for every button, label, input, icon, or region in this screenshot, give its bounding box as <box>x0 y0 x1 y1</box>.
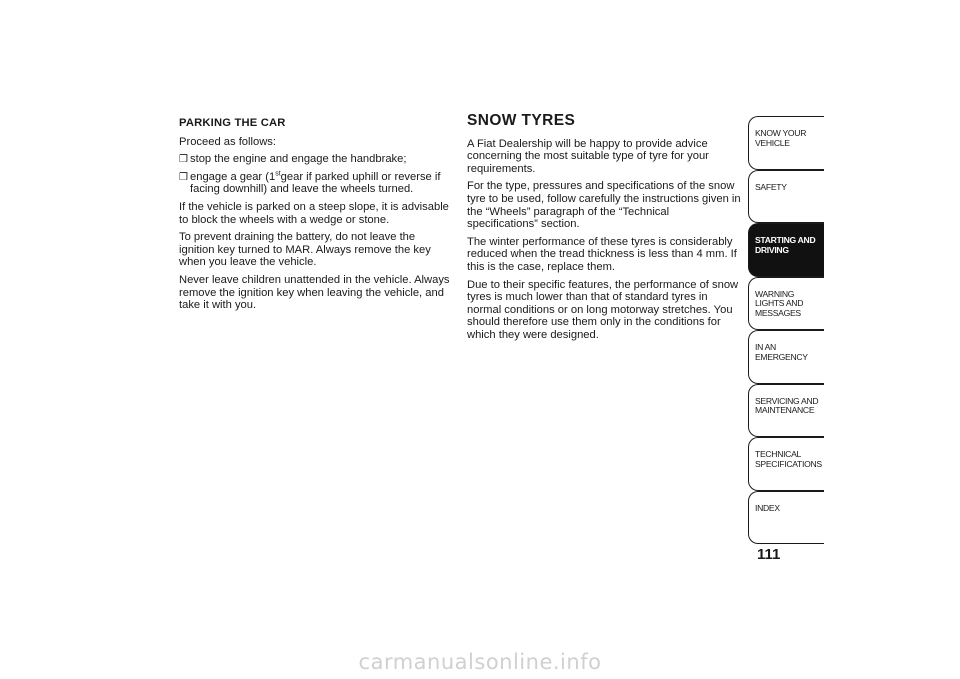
chapter-tabs <box>748 116 824 544</box>
list-item <box>179 153 451 166</box>
watermark: carmanualsonline.info <box>358 650 602 674</box>
paragraph: Due to their specific features, the performance of snow tyres is much lower than that of standard tyres in normal conditions or on long motorway stretches. You should therefore use them only in the conditions for which they were designed. <box>467 278 739 341</box>
section-heading: SNOW TYRES <box>467 112 576 129</box>
tab-technical-specifications[interactable]: TECHNICAL SPECIFICATIONS <box>748 437 824 491</box>
list-item-text: stop the engine and engage the handbrake; <box>190 153 407 166</box>
tab-in-an-emergency[interactable]: IN AN EMERGENCY <box>748 330 824 384</box>
checkbox-bullet-icon: ❒ <box>179 154 188 166</box>
tab-know-your-vehicle[interactable]: KNOW YOUR VEHICLE <box>748 116 824 170</box>
paragraph: To prevent draining the battery, do not leave the ignition key turned to MAR. Always remove the key when you leave the vehicle. <box>179 231 431 269</box>
page-number: 111 <box>757 546 781 563</box>
section-subheading: PARKING THE CAR <box>179 117 286 129</box>
paragraph: If the vehicle is parked on a steep slope, it is advisable to block the wheels with a wedge or stone. <box>179 200 449 226</box>
checkbox-bullet-icon: ❒ <box>179 171 188 183</box>
list-item-text-a: engage a gear (1 <box>190 170 276 183</box>
intro-text: Proceed as follows: <box>179 135 277 148</box>
paragraph: Never leave children unattended in the vehicle. Always remove the ignition key when leaving the vehicle, and take it with you. <box>179 273 450 312</box>
paragraph: The winter performance of these tyres is considerably reduced when the tread thickness is less than 4 mm. If this is the case, replace them. <box>467 235 737 273</box>
tab-starting-and-driving[interactable]: STARTING AND DRIVING <box>748 223 824 277</box>
tab-index[interactable]: INDEX <box>748 491 824 545</box>
paragraph: A Fiat Dealership will be happy to provide advice concerning the most suitable type of tyre for your requirements. <box>467 137 709 175</box>
list-item-text-b: gear if parked uphill or reverse if facing downhill) and leave the wheels turned. <box>190 170 441 196</box>
list-item <box>179 171 451 196</box>
ordinal-superscript: st <box>275 170 281 178</box>
right-column <box>467 112 743 347</box>
tab-safety[interactable]: SAFETY <box>748 170 824 224</box>
tab-servicing[interactable]: SERVICING AND MAINTENANCE <box>748 384 824 438</box>
left-column <box>179 117 451 317</box>
tab-warning-lights[interactable]: WARNING LIGHTS AND MESSAGES <box>748 277 824 331</box>
paragraph: For the type, pressures and specifications of the snow tyre to be used, follow carefully the instructions given in the “Wheels” paragraph of the “Technical specifications” section. <box>467 180 741 231</box>
